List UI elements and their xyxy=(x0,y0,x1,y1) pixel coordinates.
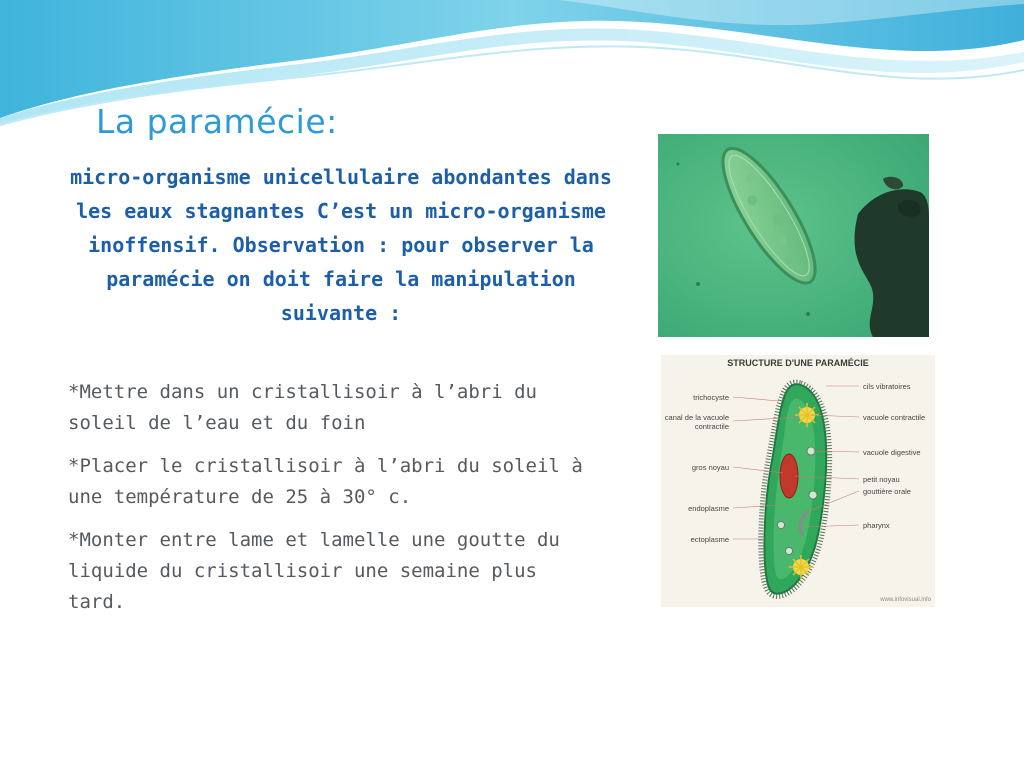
label-ectoplasme: ectoplasme xyxy=(690,535,729,544)
label-vacuole-digestive: vacuole digestive xyxy=(863,448,921,457)
step-item: *Placer le cristallisoir à l’abri du soleil à une température de 25 à 30° c. xyxy=(68,455,583,508)
label-cils-vibratoires: cils vibratoires xyxy=(863,382,911,391)
label-trichocyste: trichocyste xyxy=(693,393,729,402)
step-item: *Monter entre lame et lamelle une goutte du liquide du cristallisoir une semaine plus tard. xyxy=(68,529,560,613)
step-item: *Mettre dans un cristallisoir à l’abri du soleil de l’eau et du foin xyxy=(68,381,537,434)
slide-title: La paramécie: xyxy=(96,102,338,141)
paramecium-structure-diagram xyxy=(661,355,935,607)
label-vacuole-contractile: vacuole contractile xyxy=(863,413,926,422)
diagram-title: STRUCTURE D'UNE PARAMÉCIE xyxy=(727,358,869,368)
intro-paragraph: micro-organisme unicellulaire abondantes dans les eaux stagnantes C’est un micro-organisme inoffensif. Observation : pour observer la paramécie on doit faire la manipulation suivante : xyxy=(70,165,612,325)
label-pharynx: pharynx xyxy=(863,521,890,530)
steps-list xyxy=(68,377,596,630)
label-gouttiere-orale: gouttière orale xyxy=(863,487,911,496)
label-endoplasme: endoplasme xyxy=(688,504,729,513)
microscope-photo xyxy=(658,134,929,337)
label-canal-vacuole: canal de la vacuole contractile xyxy=(664,413,729,431)
label-gros-noyau: gros noyau xyxy=(691,463,729,472)
diagram-credit: www.infovisual.info xyxy=(880,597,931,603)
label-petit-noyau: petit noyau xyxy=(863,475,900,484)
